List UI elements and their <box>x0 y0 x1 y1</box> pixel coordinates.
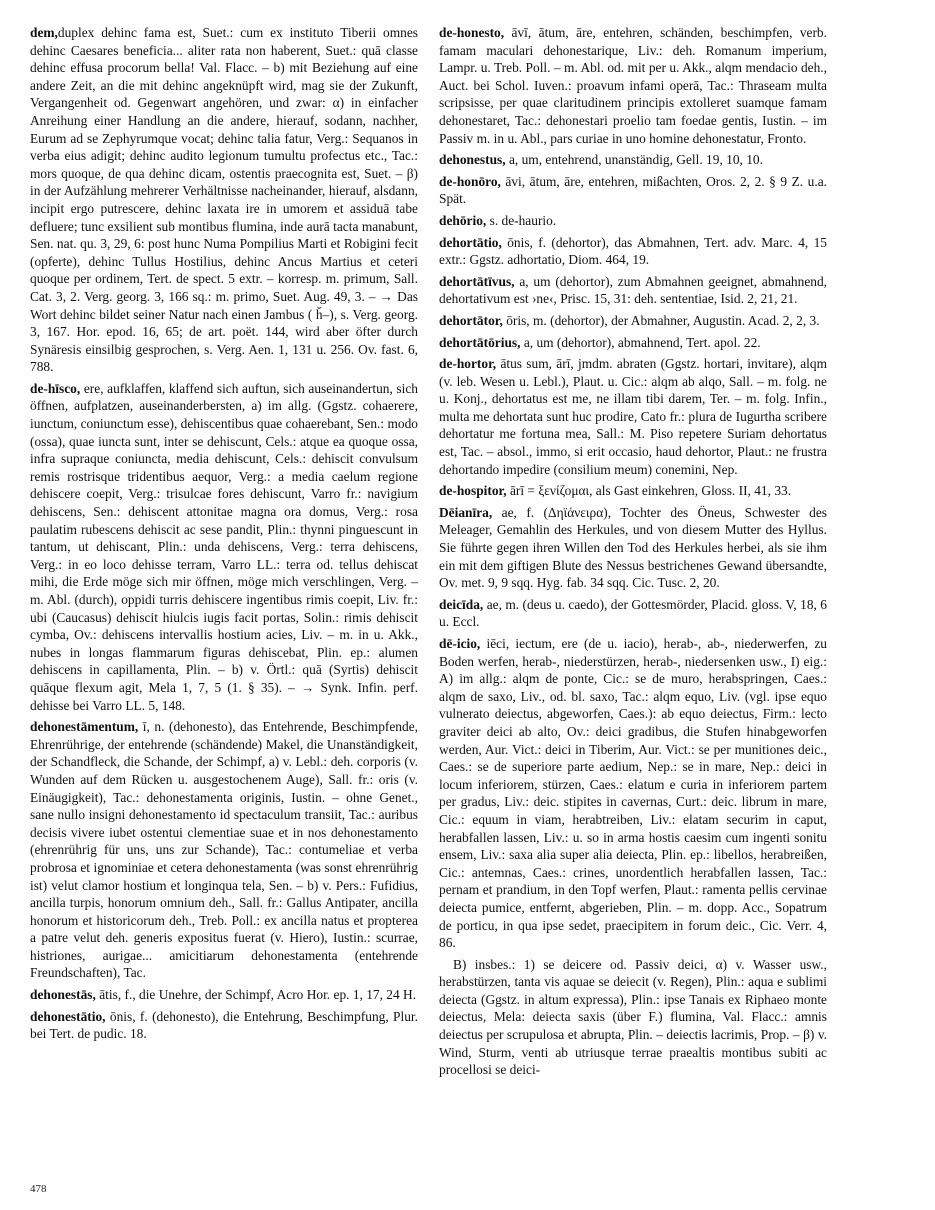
dictionary-entry <box>439 504 827 592</box>
entry-text: ōris, m. (dehortor), der Abmahner, Augustin. Acad. 2, 2, 3. <box>506 312 820 328</box>
entry-lemma: dehonestāmentum, <box>30 719 139 735</box>
dictionary-entry <box>439 173 827 208</box>
entry-lemma: dehonestās, <box>30 987 96 1003</box>
entry-text: duplex dehinc fama est, Suet.: cum ex instituto Tiberii omnes dehinc Caesares beneficia... aliter rata non haberent, Suet.: quā classe dehinc effusa procorum bella! Val. Flacc. – b) mit Beziehung auf eine andere Zeit, an die mit dehinc angeknüpft wird, mag sie der Zukunft, Vergangenheit od. Gegenwart angehören, und zwar: α) in einfacher Anreihung einer Handlung an die andere, hierauf, sodann, nachher, Eurum ad se Zephyrumque vocat; dehinc talia fatur, Verg.: Sequanos in verba eius adigit; dehinc audito legionum tumultu profectus etc., Tac.: mors quoque, de qua dehinc dicam, ostentis praecognita est, Suet. – β) in der Aufzählung mehrerer Verhältnisse nacheinander, hierauf, alsdann, incipit ergo putrescere, dehinc laxata ire in umorem et assiduā tabe defluere; tunc exsilient sub montibus flumina, inde aurā tacta manabunt, Sen. nat. qu. 3, 29, 6: post hunc Numa Pompilius Marti et Robigini fecit (opferte), dehinc Tullus Hostilius, dehinc Ancus Martius et ceteri quoque per ordinem, Tert. de spect. 5 extr. – korresp. m. primum, Sall. Cat. 3, 2. Verg. georg. 3, 166 sq.: m. primo, Suet. Aug. 49, 3. – → Das Wort dehinc bildet seiner Natur nach einen Jambus ( ȟ–), s. Verg. georg. 3, 167. Hor. epod. 16, 65; de art. poët. 144, wird aber öfter durch Synäresis einsilbig gesprochen, s. Verg. Aen. 1, 131 u. 256. Ov. fast. 6, 788. <box>30 25 418 375</box>
entry-text: s. de-haurio. <box>489 212 557 228</box>
entry-lemma: de-hospitor, <box>439 483 507 499</box>
dictionary-entry <box>439 482 827 500</box>
dictionary-entry <box>439 24 827 147</box>
dictionary-entry <box>439 596 827 631</box>
right-column <box>439 24 827 1174</box>
dictionary-entry <box>439 956 827 1079</box>
entry-lemma: dehortātio, <box>439 234 502 250</box>
dictionary-entry <box>439 212 827 230</box>
entry-lemma: deicīda, <box>439 596 484 612</box>
entry-lemma: Dēianīra, <box>439 504 493 520</box>
dictionary-entry <box>439 312 827 330</box>
dictionary-entry <box>439 234 827 269</box>
dictionary-entry <box>30 24 418 376</box>
dictionary-entry <box>439 355 827 478</box>
entry-lemma: dehortātor, <box>439 312 503 328</box>
entry-text: ere, aufklaffen, klaffend sich auftun, sich auseinandertun, sich öffnen, aufplatzen, auseinanderbersten, a) im allg. (Ggstz. cohaerere, iunctum, coniunctum esse), dehiscentibus quae cohaerebant, Sen.: modo (ossa), quae iuncta sunt, inter se dehiscunt, Cels.: atque ea quoque ossa, infra supraque coniuncta, media dehiscunt, Cels.: dehiscit convulsum remis rostrisque tridentibus aequor, Verg.: a media caelum regione dehiscere coepit, Verg.: trisulcae fores dehiscunt, Varro fr.: navigium dehiscens, Sen.: dehiscent attonitae magna ora domus, Verg.: rosa paulatim rubescens dehiscit ac sese pandit, Plin.: thynni pinguescunt in tantum, ut dehiscant, Plin.: unda dehiscens, Verg.: terra dehiscens, Verg.: in eo loco dehisse terram, Varro LL.: terra od. tellus dehiscat mihi, die Erde möge sich mir öffnen, möge mich verschlingen, Verg. – m. Abl. (durch), oppidi turris dehiscere ingentibus rimis coepit, Liv. fr.: ubi (Caucasus) dehiscit hiulcis iugis facit portas, Solin.: rimis dehiscit cymba, Ov.: dehiscens intervallis hostium acies, Liv. – m. in u. Akk., nubes in longas flammarum figuras dehiscebat, Plin. ep.: alumen dehiscens in capillamenta, Plin. – b) v. Örtl.: quā (Syrtis) dehiscit quāque flexum agit, Mela 1, 7, 5 (1. § 35). – → Synk. Infin. perf. dehisse bei Varro LL. 5, 148. <box>30 380 418 713</box>
entry-lemma: dehōrio, <box>439 212 487 228</box>
entry-lemma: dehonestātio, <box>30 1008 106 1024</box>
entry-lemma: de-hīsco, <box>30 380 81 396</box>
entry-text: a, um (dehortor), zum Abmahnen geeignet, abmahnend, dehortativum est ›ne‹, Prisc. 15, 31: deh. sententiae, Isid. 2, 21, 21. <box>439 273 827 307</box>
dictionary-entry <box>30 718 418 982</box>
entry-lemma: dehortātīvus, <box>439 273 515 289</box>
page-number: 478 <box>30 1183 47 1195</box>
dictionary-entry <box>439 151 827 169</box>
entry-lemma: dem, <box>30 25 58 40</box>
entry-text: a, um (dehortor), abmahnend, Tert. apol. 22. <box>523 334 761 350</box>
entry-lemma: dehonestus, <box>439 152 506 168</box>
entry-text: ī, n. (dehonesto), das Entehrende, Beschimpfende, Ehrenrührige, der entehrende (schändende) Makel, die Unanständigkeit, der Schandfleck, die Schande, der Schimpf, a) v. Lebl.: deh. corporis (v. Wunden auf dem Rücken u. ausgestochenem Auge), Sall. fr.: oris (v. Einäugigkeit), Tac.: dehonestamenta originis, Iustin. – ohne Genet., sane nullo insigni dehonestamento id spectaculum transiit, Tac.: auribus decisis vivere iubet ostentui clementiae suae et in nos dehonestamento (ehrenrührig für uns, uns zur Schande), Tac.: contumeliae et verba probrosa et ignominiae et cetera dehonestamenta (was sonst ehrenrührig ist) velut clamor hostium et longinqua tela, Sen. – b) v. Pers.: Fufidius, ancilla turpis, honorum omnium deh., Sall. fr.: Gallus Antipater, ancilla honorum et historicorum deh., Treb. Poll.: ex ancilla natus et propterea a patre velut deh. generis expositus fuerat (v. Hiero), Iustin.: scurrae, histriones, aurigae... amicitiarum dehonestamenta (entehrende Freundschaften), Tac. <box>30 719 418 981</box>
entry-text: iēci, iectum, ere (de u. iacio), herab-, ab-, niederwerfen, zu Boden werfen, herab-, niederstürzen, herab-, niedersenken usw., I) eig.: A) im allg.: alqm de ponte, Cic.: se de muro, herabspringen, Caes.: alqm de saxo, Liv., od. bl. saxo, Tac.: alqm equo, Liv. (vgl. ipse equo vulnerato deiectus, abgeworfen, Caes.): ab equo deiectus, Firm.: lecto graviter deici ab alto, Ov.: deici gradibus, die Stufen hinabgeworfen werden, Aur. Vict.: deici in Tiberim, Aur. Vict.: se per munitiones deic., Caes.: se de superiore parte aedium, Nep.: se in mare, Nep.: deici in locum inferiorem, stürzen, Caes.: elatum e curia in inferiorem partem per gradus, Liv.: deic. stipites in cavernas, Curt.: deic. librum in mare, Cic.: equum in viam, herabtreiben, Liv.: elatam securim in caput, herabfallen lassen, Liv.: u. so in arma hostis caesim cum ingenti sonitu ensem, Liv.: saxa alia super alia deiecta, Plin. ep.: libellos, herabreißen, Cic.: antemnas, Caes.: crines, unordentlich herabfallen lassen, Tac.: pernam et prandium, in den Topf werfen, Plaut.: ramenta pellis cervinae deiecta pumice, entfernt, abgerieben, Plin. – m. dopp. Acc., Sopatrum de porticu, in qua ipse sedet, praecipitem in forum deic., Cic. Verr. 4, 86. <box>439 636 827 951</box>
entry-text: ōnis, f. (dehonesto), die Entehrung, Beschimpfung, Plur. bei Tert. de pudic. 18. <box>30 1008 418 1042</box>
entry-text: āvi, ātum, āre, entehren, mißachten, Oros. 2, 2. § 9 Z. u.a. Spät. <box>439 173 827 207</box>
entry-lemma: de-honesto, <box>439 25 505 40</box>
entry-lemma: de-hortor, <box>439 356 497 372</box>
entry-lemma: dē-icio, <box>439 636 481 651</box>
entry-text: ōnis, f. (dehortor), das Abmahnen, Tert. adv. Marc. 4, 15 extr.: Ggstz. adhortatio, Diom. 464, 19. <box>439 234 827 268</box>
dictionary-entry <box>439 334 827 352</box>
dictionary-entry <box>439 635 827 952</box>
dictionary-entry <box>30 380 418 714</box>
dictionary-page <box>30 24 910 1174</box>
entry-text: ārī = ξενίζομαι, als Gast einkehren, Gloss. II, 41, 33. <box>509 483 792 499</box>
dictionary-entry <box>30 1008 418 1043</box>
entry-text: ātis, f., die Unehre, der Schimpf, Acro Hor. ep. 1, 17, 24 H. <box>99 987 417 1003</box>
entry-text: āvī, ātum, āre, entehren, schänden, beschimpfen, verb. famam maculari dehonestarique, Liv.: deh. Romanum imperium, Lampr. u. Treb. Poll. – m. Abl. od. mit per u. Akk., alqm mendacio deh., Auct. bei Schol. Iuven.: proavum infami operā, Tac.: Thraseam multa scripsisse, per quae claritudinem principis extolleret suamque famam dehonestaret, Tac.: dehonestari proelio tam foedae gentis, Iustin. – im Passiv m. in u. Abl., pars curiae in uno homine dehonestatur, Fronto. <box>439 25 827 146</box>
entry-text: ae, f. (Δηϊάνειρα), Tochter des Öneus, Schwester des Meleager, Gemahlin des Herkules, und von diesem Mutter des Hyllus. Sie führte gegen ihren Willen den Tod des Herkules herbei, als sie ihm ein mit dem giftigen Blute des Nessus bestrichenes Gewand übersandte, Ov. met. 9, 9 sqq. Hyg. fab. 34 sqq. Cic. Tusc. 2, 20. <box>439 504 827 591</box>
entry-lemma: dehortātōrius, <box>439 334 521 350</box>
entry-text: ātus sum, ārī, jmdm. abraten (Ggstz. hortari, invitare), alqm (v. leb. Wesen u. Lebl.), Plaut. u. Cic.: alqm ab alqo, Sall. – m. folg. ne u. Konj., dehortatus est me, ne illam tibi darem, Ter. – m. folg. Infin., multa me dehortata sunt huc prodire, Cato fr.: plura de Iugurtha scribere dehortatur me fortuna mea, Sall.: M. Piso repetere Suriam dehortatus est, Tac. – absol., immo, si erit occasio, haud dehortor, Plaut.: ne frustra dehortando impedire (consilium meum) conemini, Nep. <box>439 356 827 477</box>
entry-lemma: de-honōro, <box>439 173 501 189</box>
entry-text: B) insbes.: 1) se deicere od. Passiv deici, α) v. Wasser usw., herabstürzen, tanta vis aquae se deiecit (v. Regen), Plin.: aqua e sublimi deiecta (Ggstz. in altum expressa), Plin.: ipse Tanais ex Riphaeo monte deiectus, Mela: deiecta saxis (über F.) flumina, Val. Flacc.: amnis deiectus per scrupulosa et abrupta, Plin. – deiectis lacrimis, Prop. – β) v. Wind, Sturm, venti ab utriusque terrae praealtis montibus subiti ac procellosi se deici- <box>439 956 827 1078</box>
entry-text: ae, m. (deus u. caedo), der Gottesmörder, Placid. gloss. V, 18, 6 u. Eccl. <box>439 596 827 630</box>
dictionary-entry <box>439 273 827 308</box>
dictionary-entry <box>30 986 418 1004</box>
entry-text: a, um, entehrend, unanständig, Gell. 19, 10, 10. <box>508 152 763 168</box>
left-column <box>30 24 418 1174</box>
